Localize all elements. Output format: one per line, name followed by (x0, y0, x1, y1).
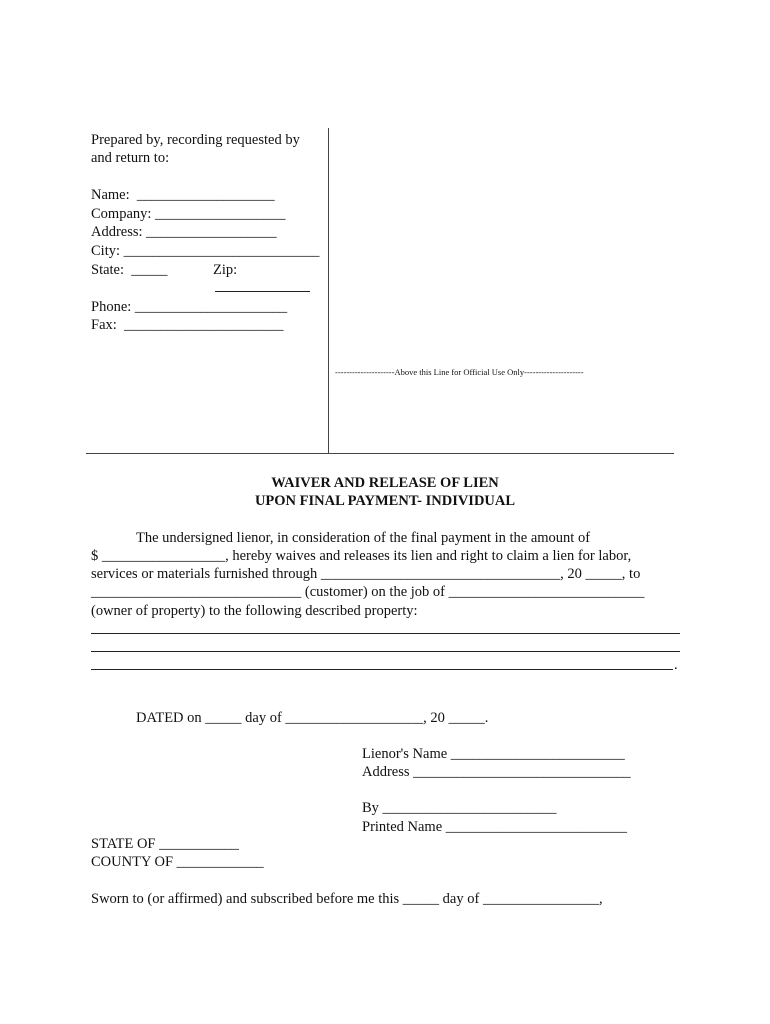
printed-name-field[interactable]: Printed Name _________________________ (362, 819, 628, 835)
body-line-1: The undersigned lienor, in consideration of the final payment in the amount of (136, 530, 591, 546)
document-title-line2: UPON FINAL PAYMENT- INDIVIDUAL (254, 493, 516, 509)
company-field[interactable]: Company: __________________ (91, 206, 286, 222)
property-description-line-3[interactable] (91, 669, 673, 670)
zip-field-line[interactable] (215, 291, 310, 292)
body-line-2: $ _________________, hereby waives and releases its lien and right to claim a lien for labor, (91, 548, 632, 564)
body-line-3: services or materials furnished through _________________________________, 20 _____, to (91, 566, 641, 582)
city-field[interactable]: City: ___________________________ (91, 243, 320, 259)
lienor-address-field[interactable]: Address ______________________________ (362, 764, 631, 780)
lienor-name-field[interactable]: Lienor's Name ________________________ (362, 746, 625, 762)
phone-field[interactable]: Phone: _____________________ (91, 299, 288, 315)
zip-label: Zip: (213, 262, 238, 278)
fax-field[interactable]: Fax: ______________________ (91, 317, 284, 333)
state-of-field[interactable]: STATE OF ___________ (91, 836, 239, 852)
property-description-line-2[interactable] (91, 651, 680, 652)
dated-line: DATED on _____ day of ___________________, 20 _____. (136, 710, 489, 726)
body-line-4: _____________________________ (customer) on the job of ___________________________ (91, 584, 645, 600)
header-divider-horizontal (86, 453, 674, 454)
state-field[interactable]: State: _____ (91, 262, 168, 278)
official-use-label: ---------------------Above this Line for Official Use Only--------------------- (335, 367, 584, 377)
prepared-by-line2: and return to: (91, 150, 170, 166)
by-signature-field[interactable]: By ________________________ (362, 800, 557, 816)
description-end-period: . (674, 657, 678, 673)
property-description-line-1[interactable] (91, 633, 680, 634)
header-divider-vertical (328, 128, 329, 454)
county-of-field[interactable]: COUNTY OF ____________ (91, 854, 264, 870)
prepared-by-line1: Prepared by, recording requested by (91, 132, 300, 148)
name-field[interactable]: Name: ___________________ (91, 187, 275, 203)
document-title-line1: WAIVER AND RELEASE OF LIEN (271, 475, 499, 491)
sworn-statement: Sworn to (or affirmed) and subscribed before me this _____ day of ________________, (91, 891, 603, 907)
address-field[interactable]: Address: __________________ (91, 224, 277, 240)
body-line-5: (owner of property) to the following described property: (91, 603, 418, 619)
